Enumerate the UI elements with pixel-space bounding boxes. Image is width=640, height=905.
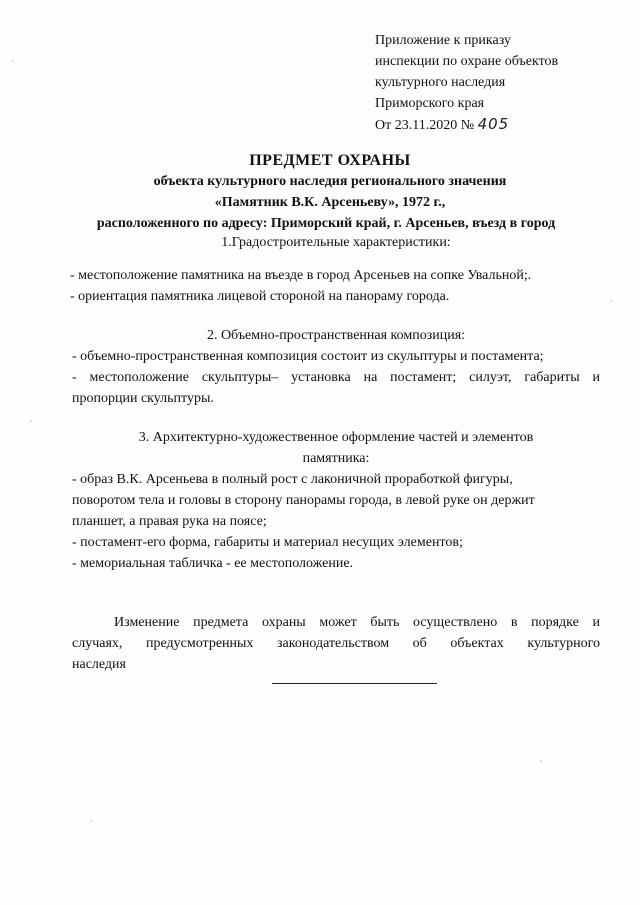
order-date: 23.11.2020 — [394, 118, 458, 133]
document-body — [72, 232, 600, 684]
annex-line: Приморского края — [375, 96, 485, 111]
annex-date-line — [375, 114, 625, 136]
section-3-heading: 3. Архитектурно-художественное оформление частей и элементов — [138, 430, 534, 445]
scan-noise — [540, 760, 542, 762]
end-divider — [272, 683, 437, 684]
section-1-heading: 1.Градостроительные характеристики: — [221, 235, 451, 250]
section-1-item: - ориентация памятника лицевой стороной на панораму города. — [70, 289, 450, 304]
title-line: «Памятник В.К. Арсеньеву», 1972 г., — [214, 195, 446, 210]
title-main: ПРЕДМЕТ ОХРАНЫ — [249, 152, 411, 169]
closing-paragraph-continued: случаях, предусмотренных законодательством об объектах культурного — [72, 636, 600, 651]
section-3-item: - мемориальная табличка - ее местоположение. — [72, 556, 354, 571]
date-prefix: От — [375, 118, 392, 133]
section-3-item: - образ В.К. Арсеньева в полный рост с лаконичной проработкой фигуры, — [72, 472, 513, 487]
section-3-item: - постамент-его форма, габариты и материал несущих элементов; — [72, 535, 463, 550]
scan-noise — [610, 300, 612, 302]
document-title — [40, 150, 620, 234]
section-2-item: - объемно-пространственная композиция состоит из скульптуры и постамента; — [72, 349, 544, 364]
order-number-handwritten: 405 — [477, 115, 510, 133]
annex-line: Приложение к приказу — [375, 33, 511, 48]
section-1-item: - местоположение памятника на въезде в город Арсеньев на сопке Увальной;. — [70, 268, 532, 283]
section-2-item: - местоположение скульптуры– установка на постамент; силуэт, габариты и — [72, 370, 600, 385]
section-3-item-continued: планшет, а правая рука на поясе; — [72, 514, 267, 529]
closing-paragraph: Изменение предмета охраны может быть осуществлено в порядке и — [114, 615, 600, 630]
section-3-item-continued: поворотом тела и головы в сторону панорамы города, в левой руке он держит — [72, 493, 535, 508]
number-sign: № — [460, 118, 475, 133]
annex-block — [375, 30, 625, 136]
section-2-heading: 2. Объемно-пространственная композиция: — [206, 328, 466, 343]
title-address: расположенного по адресу: Приморский край, г. Арсеньев, въезд в город — [96, 216, 556, 231]
closing-paragraph-end: наследия — [72, 657, 126, 672]
section-3-heading-continued: памятника: — [302, 451, 370, 466]
scan-noise — [90, 820, 92, 822]
title-line: объекта культурного наследия регионального значения — [153, 174, 507, 189]
annex-line: инспекции по охране объектов — [375, 54, 559, 69]
scan-noise — [12, 60, 14, 62]
scan-noise — [30, 420, 32, 422]
annex-line: культурного наследия — [375, 75, 506, 90]
section-2-item-continued: пропорции скульптуры. — [72, 391, 214, 406]
